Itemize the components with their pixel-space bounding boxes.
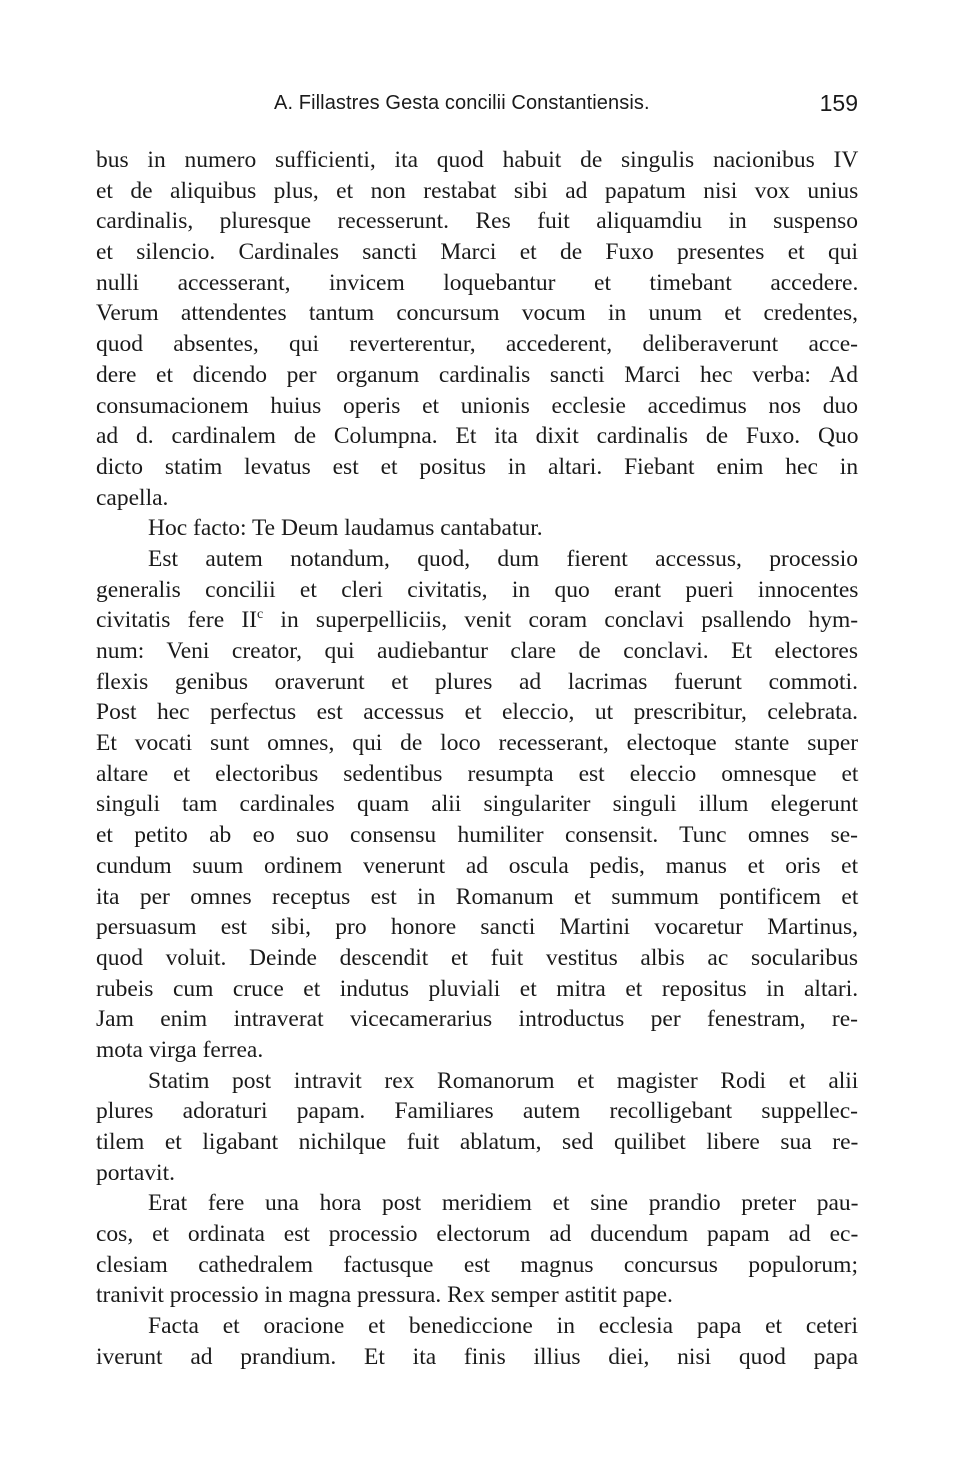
running-head <box>96 90 858 122</box>
text-line-content: Et vocati sunt omnes, qui de loco recesserant, electoque stante super <box>96 730 859 757</box>
text-line-content: bus in numero sufficienti, ita quod habuit de singulis nacionibus IV <box>96 147 859 173</box>
text-line-content: in superpelliciis, venit coram conclavi psallendo hym- <box>263 607 859 634</box>
text-line-content: civitatis fere II <box>96 607 257 634</box>
text-line <box>96 1219 858 1250</box>
text-line-content: cundum suum ordinem venerunt ad oscula pedis, manus et oris et <box>96 852 859 879</box>
page-number: 159 <box>819 90 858 116</box>
text-line-content: dere et dicendo per organum cardinalis sancti Marci hec verba: Ad <box>96 361 858 388</box>
text-line <box>96 697 858 728</box>
text-line-content: dicto statim levatus est et positus in altari. Fiebant enim hec in <box>96 453 859 480</box>
text-line <box>96 636 858 667</box>
text-line <box>96 789 858 820</box>
text-line <box>96 882 858 913</box>
text-line-content: persuasum est sibi, pro honore sancti Martini vocaretur Martinus, <box>96 914 858 941</box>
body-text <box>96 145 858 1373</box>
text-line <box>96 544 858 575</box>
text-line <box>96 421 858 452</box>
text-line <box>96 1188 858 1219</box>
text-line-content: et petito ab eo suo consensu humiliter consensit. Tunc omnes se- <box>96 822 858 849</box>
text-line <box>96 820 858 851</box>
text-line-content: Jam enim intraverat vicecamerarius introductus per fenestram, re- <box>96 1006 858 1033</box>
text-line-content: ad d. cardinalem de Columpna. Et ita dixit cardinalis de Fuxo. Quo <box>96 423 859 450</box>
text-line <box>96 329 858 360</box>
text-line <box>96 1096 858 1127</box>
text-line-content: rubeis cum cruce et indutus pluviali et mitra et repositus in altari. <box>96 975 859 1002</box>
text-line <box>96 268 858 299</box>
text-line <box>96 1127 858 1158</box>
text-line <box>96 1035 858 1066</box>
superscript: c <box>256 607 264 623</box>
text-line <box>96 912 858 943</box>
text-line-content: cardinalis, pluresque recesserunt. Res fuit aliquamdiu in suspenso <box>96 208 859 235</box>
text-line-content: consumacionem huius operis et unionis ecclesie accedimus nos duo <box>96 392 858 419</box>
text-line-content: et silencio. Cardinales sancti Marci et de Fuxo presentes et qui <box>96 239 858 266</box>
running-title: A. Fillastres Gesta concilii Constantiensis. <box>274 92 650 114</box>
text-line-content: Verum attendentes tantum concursum vocum in unum et credentes, <box>96 300 859 327</box>
text-line-content: ita per omnes receptus est in Romanum et summum pontificem et <box>96 883 859 910</box>
text-line <box>96 391 858 422</box>
text-line-content: Est autem notandum, quod, dum fierent accessus, processio <box>148 545 858 572</box>
text-line <box>96 974 858 1005</box>
text-line <box>96 728 858 759</box>
text-line-content: Facta et oracione et benediccione in ecclesia papa et ceteri <box>148 1313 858 1340</box>
text-line <box>96 851 858 882</box>
text-line <box>96 943 858 974</box>
text-line <box>96 360 858 391</box>
text-line <box>96 176 858 207</box>
text-line-content: quod voluit. Deinde descendit et fuit vestitus albis ac socularibus <box>96 944 858 971</box>
text-line-content: clesiam cathedralem factusque est magnus concursus populorum; <box>96 1251 858 1278</box>
text-line <box>96 1066 858 1097</box>
text-line-content: generalis concilii et cleri civitatis, in quo erant pueri innocentes <box>96 576 859 603</box>
text-line-content: cos, et ordinata est processio electorum ad ducendum papam ad ec- <box>96 1221 859 1248</box>
text-line-content: Erat fere una hora post meridiem et sine prandio preter pau- <box>148 1190 859 1217</box>
text-line-content: flexis genibus oraverunt et plures ad lacrimas fuerunt commoti. <box>96 668 858 695</box>
text-line <box>96 575 858 606</box>
text-line <box>96 298 858 329</box>
text-line-content: altare et electoribus sedentibus resumpta est eleccio omnesque et <box>96 760 859 787</box>
text-line <box>96 1280 858 1311</box>
text-line <box>96 513 858 544</box>
text-line-content: tilem et ligabant nichilque fuit ablatum, sed quilibet libere sua re- <box>96 1129 859 1155</box>
text-line <box>96 1311 858 1342</box>
text-line <box>96 1250 858 1281</box>
text-line-content: tranivit processio in magna pressura. Rex semper astitit pape. <box>96 1282 673 1309</box>
text-line-content: nulli accesserant, invicem loquebantur et timebant accedere. <box>96 269 859 296</box>
text-line-content: iverunt ad prandium. Et ita finis illius diei, nisi quod papa <box>96 1343 859 1370</box>
text-line <box>96 1004 858 1035</box>
text-line-content: et de aliquibus plus, et non restabat sibi ad papatum nisi vox unius <box>96 177 859 204</box>
text-line-content: mota virga ferrea. <box>96 1036 264 1063</box>
text-line <box>96 483 858 514</box>
text-line-content: portavit. <box>96 1159 175 1186</box>
text-line-content: capella. <box>96 484 169 511</box>
text-line <box>96 605 858 636</box>
text-line <box>96 667 858 698</box>
text-line <box>96 145 858 176</box>
text-line-content: quod absentes, qui reverterentur, accederent, deliberaverunt acce- <box>96 331 858 358</box>
text-line <box>96 237 858 268</box>
text-line <box>96 759 858 790</box>
text-line <box>96 1158 858 1189</box>
text-line <box>96 452 858 483</box>
text-line <box>96 206 858 237</box>
text-line-content: Post hec perfectus est accessus et eleccio, ut prescribitur, celebrata. <box>96 699 858 726</box>
text-line-content: plures adoraturi papam. Familiares autem recolligebant suppellec- <box>96 1098 858 1125</box>
text-line-content: Statim post intravit rex Romanorum et magister Rodi et alii <box>148 1067 859 1094</box>
text-line-content: num: Veni creator, qui audiebantur clare de conclavi. Et electores <box>96 638 858 664</box>
text-line-content: singuli tam cardinales quam alii singulariter singuli illum elegerunt <box>96 791 858 818</box>
text-line <box>96 1342 858 1373</box>
text-line-content: Hoc facto: Te Deum laudamus cantabatur. <box>148 515 543 542</box>
